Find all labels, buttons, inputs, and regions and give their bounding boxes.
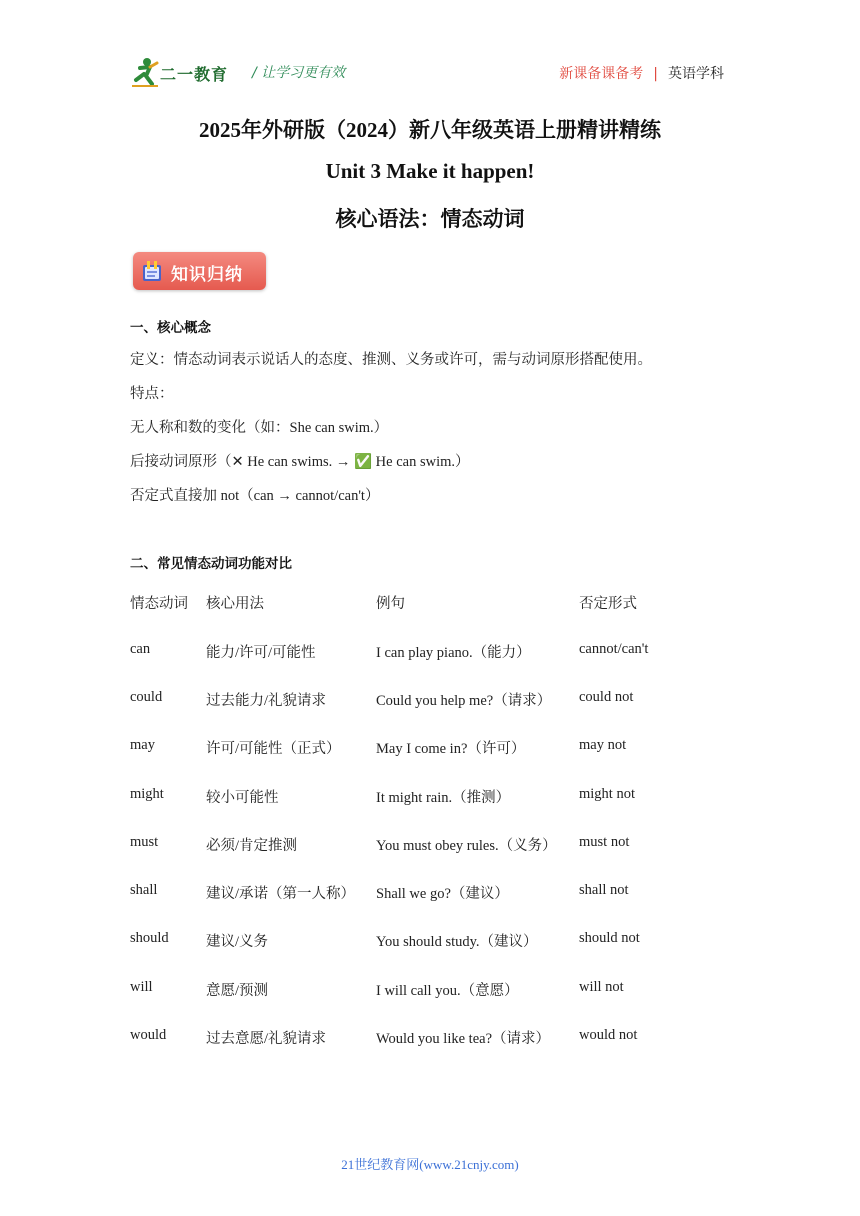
runner-logo-icon [130, 56, 160, 88]
table-row [0, 737, 860, 759]
table-cell: might not [579, 786, 635, 802]
section-heading-comparison: 二、常见情态动词功能对比 [130, 556, 292, 572]
header-tagline: 新课备课备考 [559, 66, 644, 82]
brand-logo[interactable] [130, 56, 242, 90]
table-cell: shall not [579, 882, 629, 898]
table-row [0, 834, 860, 856]
table-cell: 过去意愿/礼貌请求 [206, 1031, 327, 1047]
table-cell: 较小可能性 [206, 790, 279, 806]
table-row [0, 979, 860, 1001]
header-separator: | [653, 66, 658, 82]
table-header-cell: 例句 [376, 596, 405, 612]
badge-label: 知识归纳 [171, 265, 243, 285]
table-cell: must not [579, 834, 630, 850]
table-cell: could [130, 689, 163, 705]
table-header-cell: 情态动词 [130, 596, 188, 612]
table-cell: 意愿/预测 [206, 983, 269, 999]
table-cell: You should study.（建议） [376, 934, 538, 950]
table-cell: cannot/can't [579, 641, 649, 657]
page-title: 2025年外研版（2024）新八年级英语上册精讲精练 [199, 118, 661, 142]
footer-link[interactable]: 21世纪教育网(www.21cnjy.com) [341, 1157, 519, 1172]
definition-line: 定义：情态动词表示说话人的态度、推测、义务或许可，需与动词原形搭配使用。 [130, 352, 652, 368]
table-row [0, 641, 860, 663]
table-cell: will [130, 979, 153, 995]
table-row [0, 689, 860, 711]
table-cell: might [130, 786, 164, 802]
slogan: / 让学习更有效 [252, 65, 346, 81]
table-cell: would not [579, 1027, 638, 1043]
table-cell: can [130, 641, 151, 657]
table-cell: may not [579, 737, 627, 753]
unit-title: Unit 3 Make it happen! [325, 159, 535, 183]
table-cell: Shall we go?（建议） [376, 886, 509, 902]
logo-text: 二一教育 [160, 65, 229, 84]
table-cell: May I come in?（许可） [376, 741, 526, 757]
section-heading-core-concepts: 一、核心概念 [130, 320, 211, 336]
table-row [0, 882, 860, 904]
table-row [0, 1027, 860, 1049]
table-header-cell: 否定形式 [579, 596, 637, 612]
header-subject [559, 63, 724, 83]
table-row [0, 786, 860, 808]
table-cell: should not [579, 930, 640, 946]
header-subject-label: 英语学科 [668, 66, 724, 82]
table-cell: 建议/义务 [206, 934, 269, 950]
table-cell: I can play piano.（能力） [376, 645, 531, 661]
table-cell: will not [579, 979, 624, 995]
table-cell: could not [579, 689, 634, 705]
table-cell: 过去能力/礼貌请求 [206, 693, 327, 709]
table-cell: may [130, 737, 155, 753]
features-label: 特点： [130, 386, 174, 402]
feature-line-2: 后接动词原形（✕ He can swims. → ✅ He can swim.） [130, 454, 470, 470]
table-cell: 建议/承诺（第一人称） [206, 886, 356, 902]
table-cell: should [130, 930, 169, 946]
table-cell: Could you help me?（请求） [376, 693, 552, 709]
table-cell: I will call you.（意愿） [376, 983, 519, 999]
table-cell: You must obey rules.（义务） [376, 838, 557, 854]
table-cell: must [130, 834, 159, 850]
table-cell: 能力/许可/可能性 [206, 645, 316, 661]
table-cell: 许可/可能性（正式） [206, 741, 341, 757]
table-cell: It might rain.（推测） [376, 790, 511, 806]
table-cell: Would you like tea?（请求） [376, 1031, 551, 1047]
book-icon [141, 259, 163, 283]
knowledge-summary-badge [133, 252, 266, 290]
table-header-row [0, 592, 860, 614]
topic-title: 核心语法：情态动词 [335, 207, 525, 231]
feature-line-3: 否定式直接加 not（can → cannot/can't） [130, 488, 380, 504]
feature-line-1: 无人称和数的变化（如：She can swim.） [130, 420, 389, 436]
table-cell: 必须/肯定推测 [206, 838, 298, 854]
table-row [0, 930, 860, 952]
page-header [130, 56, 724, 90]
table-cell: shall [130, 882, 158, 898]
table-header-cell: 核心用法 [206, 596, 264, 612]
table-cell: would [130, 1027, 167, 1043]
